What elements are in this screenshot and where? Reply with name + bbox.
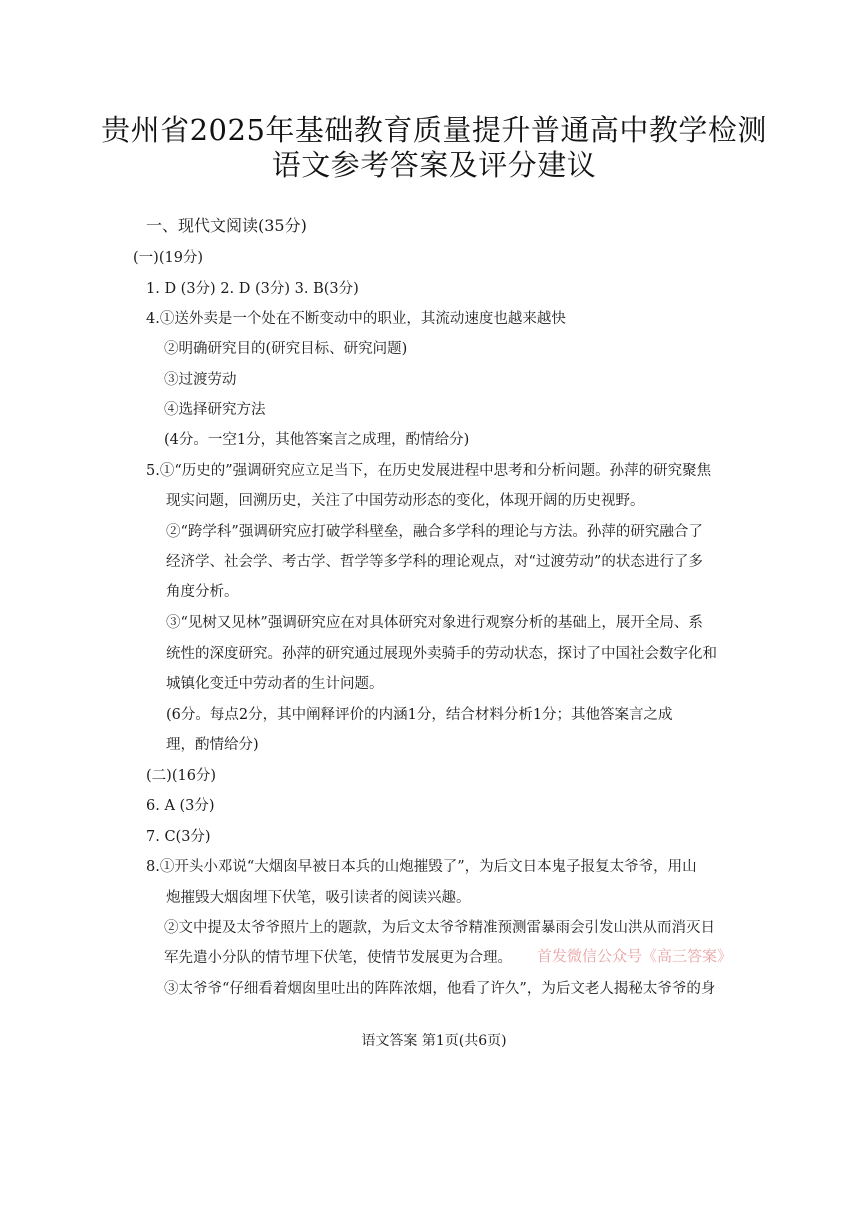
answer-q5-scoring: 理，酌情给分) (166, 737, 259, 753)
part-heading-1: (一)(19分) (133, 250, 204, 266)
watermark-text: 首发微信公众号《高三答案》 (537, 947, 733, 965)
answer-q5-line: 经济学、社会学、考古学、哲学等多学科的理论观点，对“过渡劳动”的状态进行了多 (166, 554, 703, 570)
answer-q7: 7. C(3分) (146, 829, 211, 845)
answer-q5-line: 统性的深度研究。孙萍的研究通过展现外卖骑手的劳动状态，探讨了中国社会数字化和 (166, 646, 717, 662)
answer-q6: 6. A (3分) (146, 798, 215, 814)
document-title: 贵州省2025年基础教育质量提升普通高中教学检测 (101, 113, 767, 147)
answer-q8-line: ②文中提及太爷爷照片上的题款，为后文太爷爷精准预测雷暴雨会引发山洪从而消灭日 (164, 920, 715, 936)
answer-q5-scoring: (6分。每点2分，其中阐释评价的内涵1分，结合材料分析1分；其他答案言之成 (166, 707, 673, 723)
answer-q1-3: 1. D (3分) 2. D (3分) 3. B(3分) (146, 281, 359, 297)
answer-q4-line: ④选择研究方法 (164, 402, 266, 418)
answer-q5-line: 5.①“历史的”强调研究应立足当下，在历史发展进程中思考和分析问题。孙萍的研究聚焦 (146, 463, 712, 479)
answer-q8-line: 8.①开头小邓说“大烟囱早被日本兵的山炮摧毁了”，为后文日本鬼子报复太爷爷，用山 (146, 859, 697, 875)
answer-q4-line: ②明确研究目的(研究目标、研究问题) (164, 341, 408, 357)
part-heading-2: (二)(16分) (146, 768, 217, 784)
answer-q8-line: 炮摧毁大烟囱埋下伏笔，吸引读者的阅读兴趣。 (166, 890, 471, 906)
answer-q5-line: 城镇化变迁中劳动者的生计问题。 (166, 676, 384, 692)
answer-q5-line: ③“见树又见林”强调研究应在对具体研究对象进行观察分析的基础上，展开全局、系 (166, 615, 703, 631)
answer-q4-line: 4.①送外卖是一个处在不断变动中的职业，其流动速度也越来越快 (146, 311, 566, 327)
answer-q8-line: 军先遣小分队的情节埋下伏笔，使情节发展更为合理。 (164, 950, 512, 966)
answer-q5-line: 角度分析。 (166, 584, 239, 600)
answer-q5-line: 现实问题，回溯历史，关注了中国劳动形态的变化，体现开阔的历史视野。 (166, 493, 645, 509)
answer-q4-scoring: (4分。一空1分，其他答案言之成理，酌情给分) (164, 432, 470, 448)
document-subtitle: 语文参考答案及评分建议 (271, 148, 597, 182)
answer-q5-line: ②“跨学科”强调研究应打破学科壁垒，融合多学科的理论与方法。孙萍的研究融合了 (166, 524, 703, 540)
page-footer: 语文答案 第1页(共6页) (361, 1033, 507, 1049)
section-heading-modern-reading: 一、现代文阅读(35分) (146, 216, 307, 235)
answer-q8-line: ③太爷爷“仔细看着烟囱里吐出的阵阵浓烟，他看了许久”，为后文老人揭秘太爷爷的身 (164, 981, 716, 997)
answer-q4-line: ③过渡劳动 (164, 372, 237, 388)
